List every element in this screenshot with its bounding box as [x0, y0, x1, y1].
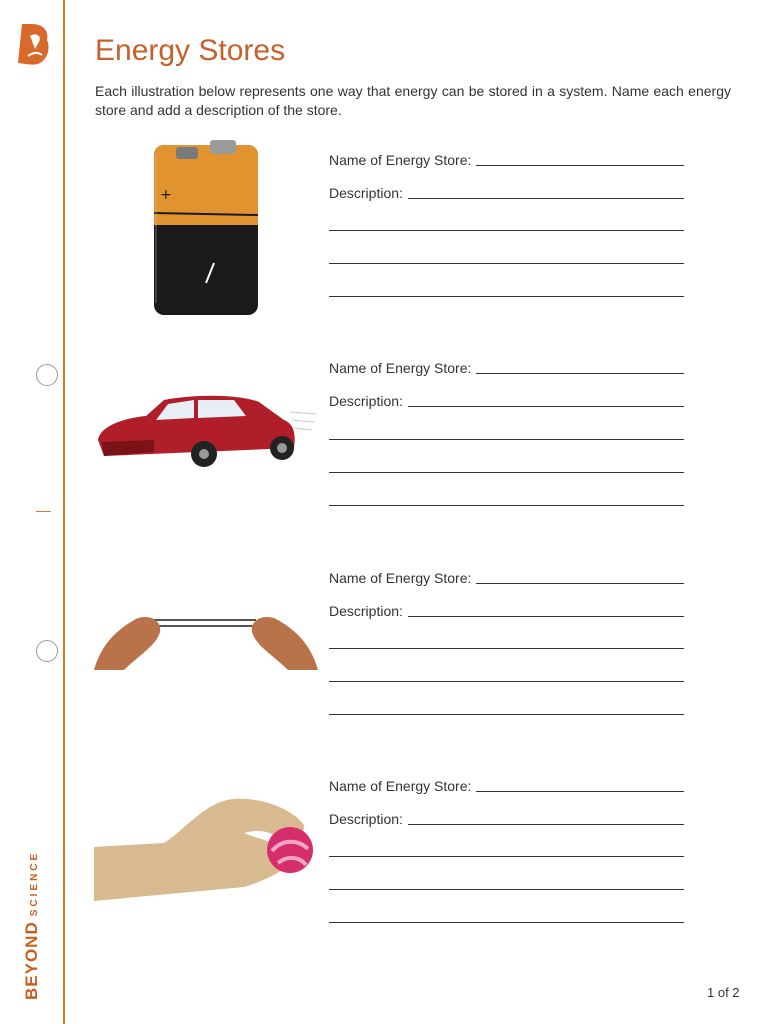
beyond-logo-icon [16, 22, 50, 66]
description-answer-line[interactable] [408, 405, 684, 407]
answer-line[interactable] [329, 505, 684, 506]
name-answer-line[interactable] [476, 582, 684, 584]
description-label: Description: [329, 185, 403, 201]
name-label: Name of Energy Store: [329, 152, 472, 168]
description-answer-line[interactable] [408, 615, 684, 617]
answer-line[interactable] [329, 472, 684, 473]
battery-icon [154, 140, 258, 315]
description-label: Description: [329, 393, 403, 409]
brand-secondary: SCIENCE [29, 850, 40, 917]
name-answer-line[interactable] [476, 164, 684, 166]
hand-holding-ball-icon [94, 799, 313, 901]
battery-illustration [94, 133, 318, 318]
instructions: Each illustration below represents one way that energy can be stored in a system. Name each energy store and add a description of the store. [95, 83, 731, 118]
answer-line[interactable] [329, 889, 684, 890]
name-label: Name of Energy Store: [329, 360, 472, 376]
name-label: Name of Energy Store: [329, 778, 472, 794]
name-answer-line[interactable] [476, 372, 684, 374]
answer-line[interactable] [329, 714, 684, 715]
name-answer-line[interactable] [476, 790, 684, 792]
punch-hole [36, 364, 58, 386]
hand-ball-illustration [94, 795, 318, 905]
brand-wordmark [22, 851, 42, 1000]
description-label: Description: [329, 603, 403, 619]
answer-line[interactable] [329, 296, 684, 297]
description-answer-line[interactable] [408, 197, 684, 199]
answer-line[interactable] [329, 439, 684, 440]
description-answer-line[interactable] [408, 823, 684, 825]
answer-line[interactable] [329, 922, 684, 923]
car-icon [98, 396, 316, 467]
margin-rule [63, 0, 65, 1024]
elastic-band-illustration [94, 608, 318, 672]
punch-hole [36, 640, 58, 662]
answer-line[interactable] [329, 681, 684, 682]
answer-line[interactable] [329, 856, 684, 857]
answer-line[interactable] [329, 230, 684, 231]
page-title: Energy Stores [95, 34, 286, 67]
name-label: Name of Energy Store: [329, 570, 472, 586]
page-number: 1 of 2 [707, 985, 740, 1000]
answer-line[interactable] [329, 648, 684, 649]
answer-line[interactable] [329, 263, 684, 264]
elastic-band-icon [94, 617, 318, 670]
description-label: Description: [329, 811, 403, 827]
fold-mark [36, 511, 51, 512]
brand-primary: BEYOND [22, 921, 41, 1000]
car-illustration [94, 390, 318, 475]
svg-text:+: + [160, 187, 172, 203]
